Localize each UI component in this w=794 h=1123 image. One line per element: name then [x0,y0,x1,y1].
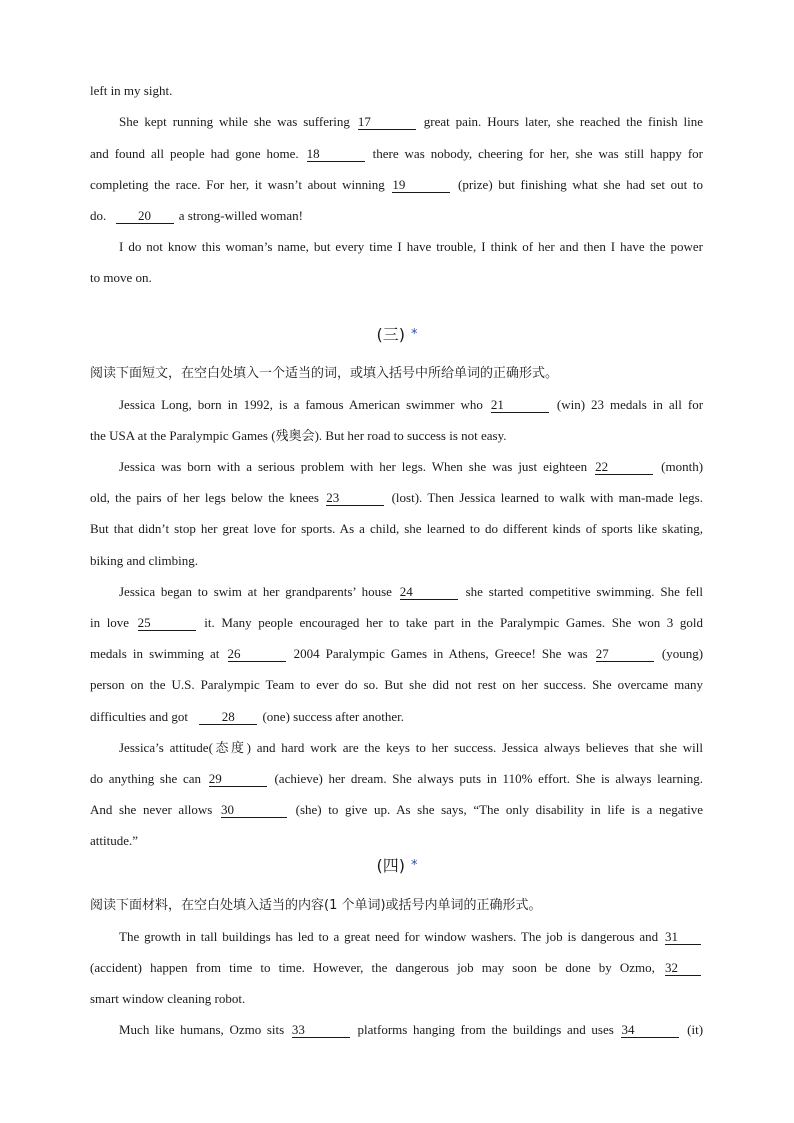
blank-21[interactable]: 21 [491,397,549,413]
paragraph-text: She kept running while she was suffering [119,114,350,129]
paragraph-text: the USA at the Paralympic Games (残奥会). But her road to success is not easy. [90,428,507,443]
paragraph-text: But that didn’t stop her great love for sports. As a child, she learned to do different kinds of sports like skating, [90,521,703,536]
blank-17[interactable]: 17 [358,114,416,130]
text-line [90,207,703,225]
paragraph-text: do. [90,208,107,223]
text-line [90,708,703,726]
paragraph-text: 2004 Paralympic Games in Athens, Greece! She was [293,646,588,661]
section-heading [0,325,794,345]
text-line [119,1021,703,1039]
blank-23[interactable]: 23 [326,490,384,506]
paragraph-text: left in my sight. [90,83,173,98]
text-line [119,739,703,757]
paragraph-text: Jessica Long, born in 1992, is a famous American swimmer who [119,397,483,412]
blank-19[interactable]: 19 [392,177,450,193]
paragraph-text: Jessica began to swim at her grandparents’ house [119,584,392,599]
text-line [90,427,703,445]
text-line [90,959,703,977]
blank-22[interactable]: 22 [595,459,653,475]
text-line [119,458,703,476]
text-line [90,645,703,663]
paragraph-text: (she) to give up. As she says, “The only disability in life is a negative [295,802,704,817]
text-line [119,238,703,256]
text-line [119,583,703,601]
blank-28[interactable]: 28 [199,709,257,725]
paragraph-text: platforms hanging from the buildings and uses [357,1022,614,1037]
paragraph-text: biking and climbing. [90,553,198,568]
paragraph-text: great pain. Hours later, she reached the finish line [423,114,704,129]
text-line [90,269,703,287]
paragraph-text: there was nobody, cheering for her, she was still happy for [372,146,704,161]
text-line [90,990,703,1008]
section-number: (四) [376,856,405,875]
paragraph-text: The growth in tall buildings has led to a great need for window washers. The job is dangerous and [119,929,659,944]
paragraph-text: difficulties and got [90,709,188,724]
paragraph-text: (accident) happen from time to time. However, the dangerous job may soon be done by Ozmo, [90,960,655,975]
paragraph-text: she started competitive swimming. She fell [465,584,704,599]
paragraph-text: attitude.” [90,833,139,848]
blank-33[interactable]: 33 [292,1022,350,1038]
text-line [90,82,703,100]
paragraph-text: (young) [661,646,704,661]
blank-27[interactable]: 27 [596,646,654,662]
text-line [90,520,703,538]
text-line [90,145,703,163]
paragraph-text: (it) [687,1022,704,1037]
section-heading [0,856,794,876]
paragraph-text: to move on. [90,270,152,285]
text-line [90,614,703,632]
paragraph-text: completing the race. For her, it wasn’t about winning [90,177,385,192]
instruction-line [90,897,703,915]
paragraph-text: medals in swimming at [90,646,220,661]
paragraph-text: (win) 23 medals in all for [556,397,704,412]
text-line [90,770,703,788]
instruction-text: 阅读下面短文，在空白处填入一个适当的词，或填入括号中所给单词的正确形式。 [90,366,559,381]
paragraph-text: it. Many people encouraged her to take part in the Paralympic Games. She won 3 gold [204,615,704,630]
text-line [90,552,703,570]
paragraph-text: And she never allows [90,802,213,817]
text-line [90,801,703,819]
blank-31[interactable]: 31 [665,929,701,945]
blank-20[interactable]: 20 [116,208,174,224]
text-line [119,396,703,414]
blank-34[interactable]: 34 [621,1022,679,1038]
paragraph-text: (one) success after another. [262,709,404,724]
paragraph-text: Jessica was born with a serious problem with her legs. When she was just eighteen [119,459,588,474]
blank-18[interactable]: 18 [307,146,365,162]
blank-25[interactable]: 25 [138,615,196,631]
blank-24[interactable]: 24 [400,584,458,600]
paragraph-text: (month) [661,459,704,474]
text-line [90,832,703,850]
text-line [90,176,703,194]
blank-32[interactable]: 32 [665,960,701,976]
paragraph-text: person on the U.S. Paralympic Team to ever do so. But she did not rest on her success. She overcame many [90,677,703,692]
star-icon: * [411,327,418,342]
paragraph-text: Much like humans, Ozmo sits [119,1022,285,1037]
paragraph-text: Jessica’s attitude(态度) and hard work are the keys to her success. Jessica always believes that she will [119,740,703,755]
instruction-line [90,365,703,383]
paragraph-text: (lost). Then Jessica learned to walk with man-made legs. [391,490,703,505]
blank-26[interactable]: 26 [228,646,286,662]
paragraph-text: a strong-willed woman! [178,208,303,223]
paragraph-text: do anything she can [90,771,202,786]
text-line [119,928,703,946]
paragraph-text: (achieve) her dream. She always puts in 110% effort. She is always learning. [274,771,703,786]
text-line [119,113,703,131]
paragraph-text: smart window cleaning robot. [90,991,246,1006]
paragraph-text: I do not know this woman’s name, but every time I have trouble, I think of her and then I have the power [119,239,703,254]
paragraph-text: (prize) but finishing what she had set out to [458,177,703,192]
star-icon: * [411,858,418,873]
text-line [90,676,703,694]
paragraph-text: and found all people had gone home. [90,146,299,161]
paragraph-text: in love [90,615,130,630]
blank-29[interactable]: 29 [209,771,267,787]
blank-30[interactable]: 30 [221,802,287,818]
section-number: (三) [376,325,405,344]
instruction-text: 阅读下面材料，在空白处填入适当的内容(1 个单词)或括号内单词的正确形式。 [90,898,542,913]
text-line [90,489,703,507]
paragraph-text: old, the pairs of her legs below the knees [90,490,319,505]
